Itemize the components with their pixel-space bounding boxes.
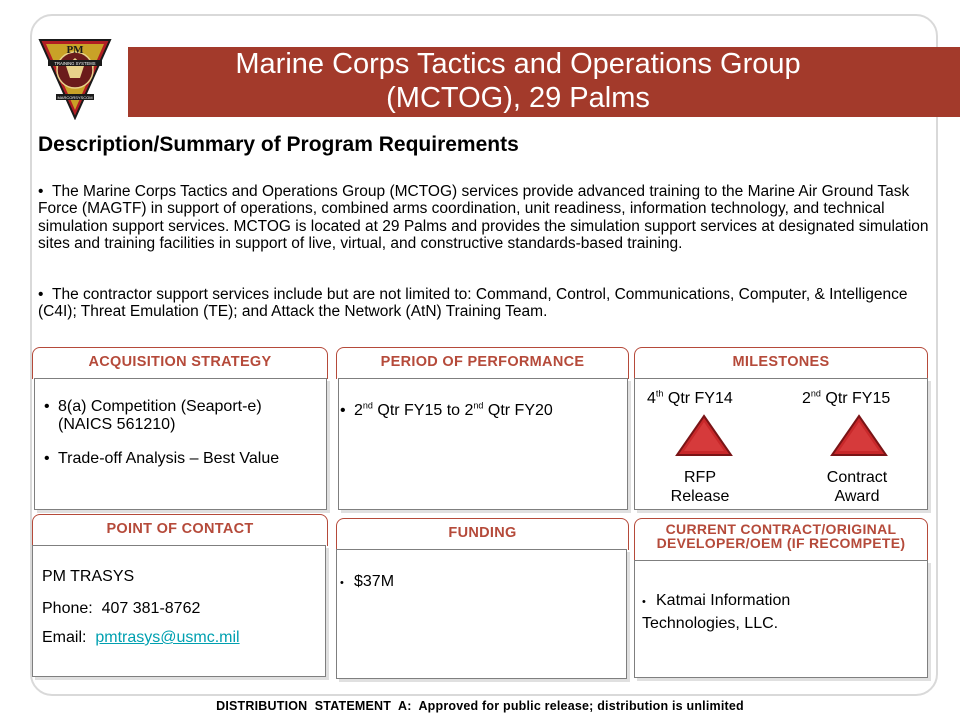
current-contract-text: • Katmai Information Technologies, LLC.	[642, 592, 791, 632]
bullet: •	[38, 183, 53, 200]
current-contract-label: CURRENT CONTRACT/ORIGINAL DEVELOPER/OEM (IF RECOMPETE)	[634, 518, 928, 560]
milestone-1-date: 4th Qtr FY14	[647, 388, 733, 407]
funding-label: FUNDING	[336, 518, 629, 550]
point-of-contact-label: POINT OF CONTACT	[32, 514, 328, 546]
milestone-2-caption: Contract Award	[826, 469, 888, 505]
milestone-1-triangle-icon	[674, 414, 734, 458]
acquisition-strategy-label: ACQUISITION STRATEGY	[32, 347, 328, 379]
email-link[interactable]: pmtrasys@usmc.mil	[95, 629, 240, 646]
contact-phone: Phone: 407 381-8762	[42, 600, 201, 617]
milestone-2-date: 2nd Qtr FY15	[802, 388, 891, 407]
title-line-1: Marine Corps Tactics and Operations Group	[235, 48, 801, 80]
period-of-performance-label: PERIOD OF PERFORMANCE	[336, 347, 629, 379]
milestone-1-caption: RFP Release	[670, 469, 730, 505]
contact-org: PM TRASYS	[42, 568, 135, 585]
acquisition-item-1: • 8(a) Competition (Seaport-e) (NAICS 561210)	[44, 398, 262, 433]
title-bar	[128, 47, 960, 117]
funding-amount: • $37M	[340, 573, 395, 590]
page-title	[128, 47, 908, 115]
title-line-2: (MCTOG), 29 Palms	[386, 82, 650, 114]
svg-text:TRAINING SYSTEMS: TRAINING SYSTEMS	[54, 61, 96, 66]
bullet: •	[38, 286, 53, 303]
funding-panel	[336, 549, 627, 679]
acquisition-item-2: • Trade-off Analysis – Best Value	[44, 450, 280, 467]
svg-text:MARCORSYSCOM: MARCORSYSCOM	[57, 95, 93, 100]
distribution-statement: DISTRIBUTION STATEMENT A: Approved for public release; distribution is unlimited	[216, 699, 744, 713]
description-paragraph-1	[38, 183, 943, 252]
period-item: • 2nd Qtr FY15 to 2nd Qtr FY20	[340, 400, 553, 419]
pm-training-systems-logo	[36, 36, 114, 120]
svg-text:PM: PM	[66, 44, 84, 56]
description-paragraph-2	[38, 286, 943, 321]
milestone-2-triangle-icon	[829, 414, 889, 458]
contact-email: Email: pmtrasys@usmc.mil	[42, 629, 240, 646]
description-text-2: The contractor support services include but are not limited to: Command, Control, Communications, Computer, & Intelligence (C4I); Threat Emulation (TE); and Attack the Network (AtN) Training Team.	[38, 286, 908, 321]
description-text-1: The Marine Corps Tactics and Operations Group (MCTOG) services provide advanced training to the Marine Air Ground Task Force (MAGTF) in support of operations, combined arms coordination, unit readiness, information technology, and technical simulation support services. MCTOG is located at 29 Palms and provides the simulation support services at designated simulation sites and training facilities in support of live, virtual, and constructive standards-based training.	[38, 183, 929, 252]
description-heading: Description/Summary of Program Requirements	[38, 133, 519, 156]
milestones-label: MILESTONES	[634, 347, 928, 379]
period-of-performance-panel	[338, 378, 628, 510]
